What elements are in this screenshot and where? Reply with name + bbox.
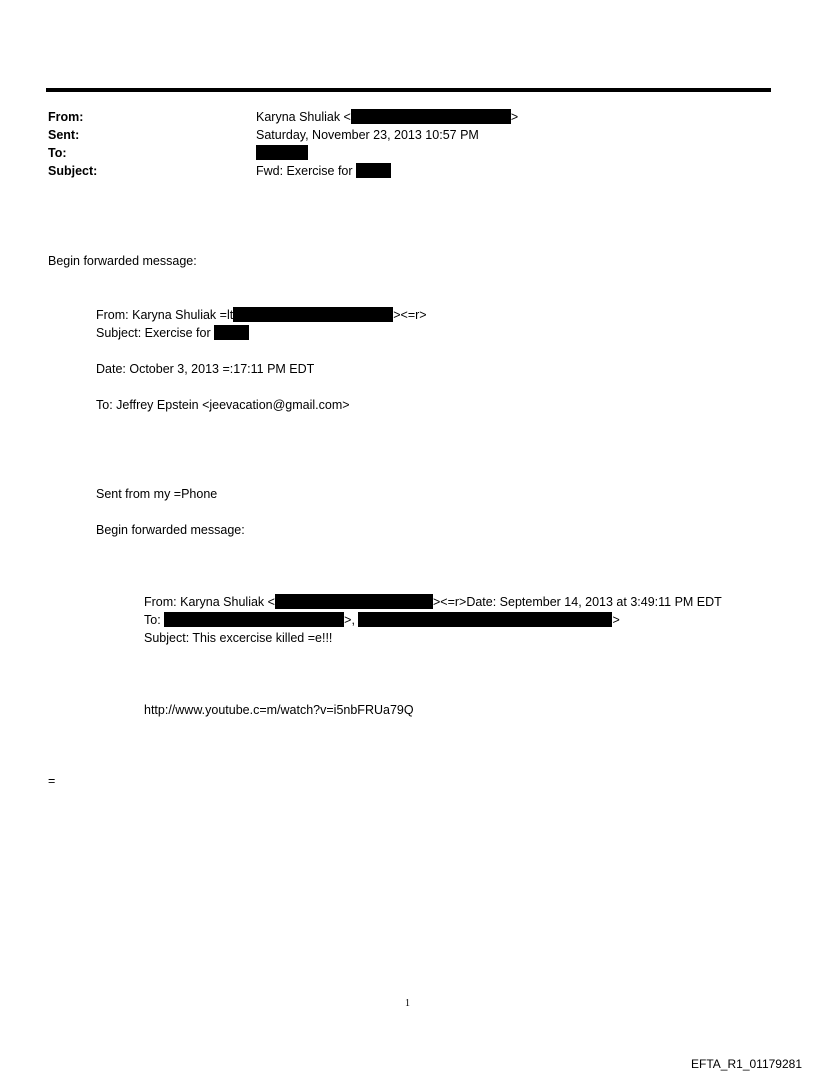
sent-label: Sent: — [48, 128, 80, 142]
subject-label: Subject: — [48, 164, 98, 178]
fwd1-from-post: ><=r> — [393, 308, 427, 322]
fwd2-to-sep: >, — [344, 613, 355, 627]
redaction-bar — [358, 612, 612, 627]
subject-text: Fwd: Exercise for — [256, 164, 353, 178]
redaction-bar — [164, 612, 344, 627]
fwd2-to-label: To: — [144, 613, 161, 627]
fwd2-from — [144, 594, 722, 610]
fwd1-from-pre: From: Karyna Shuliak =lt — [96, 308, 234, 322]
document-id: EFTA_R1_01179281 — [691, 1057, 802, 1071]
redaction-bar — [256, 145, 308, 160]
redaction-bar — [214, 325, 249, 340]
redaction-bar — [233, 307, 393, 322]
fwd2-to — [144, 612, 620, 628]
begin-forwarded-message-2: Begin forwarded message: — [96, 523, 245, 537]
redaction-bar — [275, 594, 433, 609]
from-value-post: > — [510, 110, 519, 124]
to-value — [256, 145, 308, 161]
sent-from-line: Sent from my =Phone — [96, 487, 218, 501]
to-label: To: — [48, 146, 67, 160]
fwd1-from — [96, 307, 427, 323]
page-number: 1 — [405, 998, 410, 1009]
redaction-bar — [356, 163, 391, 178]
fwd2-from-post: ><=r>Date: September 14, 2013 at 3:49:11 PM EDT — [432, 595, 722, 609]
sent-value: Saturday, November 23, 2013 10:57 PM — [256, 128, 479, 142]
trailing-equals: = — [48, 774, 56, 788]
fwd1-subject — [96, 325, 249, 341]
from-value — [256, 109, 518, 125]
from-label: From: — [48, 110, 84, 124]
redaction-bar — [351, 109, 511, 124]
fwd2-from-pre: From: Karyna Shuliak < — [144, 595, 275, 609]
begin-forwarded-message-1: Begin forwarded message: — [48, 254, 197, 268]
fwd2-subject: Subject: This excercise killed =e!!! — [144, 631, 333, 645]
fwd1-date: Date: October 3, 2013 =:17:11 PM EDT — [96, 362, 315, 376]
header-rule — [46, 88, 771, 92]
fwd1-subject-text: Subject: Exercise for — [96, 326, 211, 340]
fwd1-to: To: Jeffrey Epstein <jeevacation@gmail.com> — [96, 398, 350, 412]
from-value-pre: Karyna Shuliak < — [256, 110, 351, 124]
fwd2-to-end: > — [612, 613, 620, 627]
subject-value — [256, 163, 391, 179]
youtube-link[interactable]: http://www.youtube.c=m/watch?v=i5nbFRUa79Q — [144, 703, 414, 717]
